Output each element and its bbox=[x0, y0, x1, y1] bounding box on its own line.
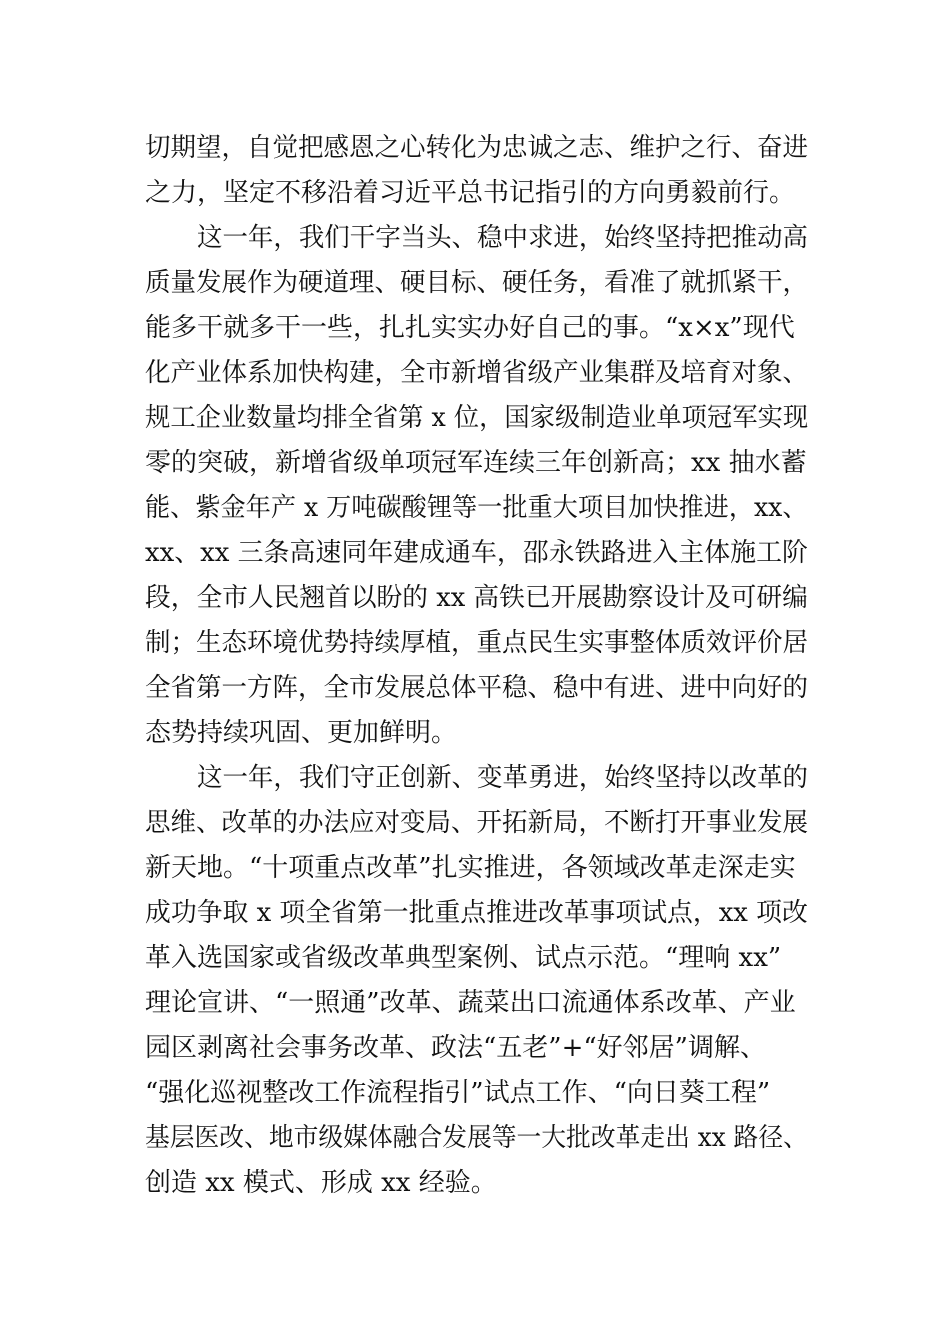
text-line: 基层医改、地市级媒体融合发展等一大批改革走出 xx 路径、 bbox=[145, 1123, 808, 1153]
text-line: 思维、改革的办法应对变局、开拓新局，不断打开事业发展 bbox=[145, 808, 809, 838]
text-line: 革入选国家或省级改革典型案例、试点示范。“理响 xx” bbox=[145, 943, 782, 973]
text-line: 段，全市人民翘首以盼的 xx 高铁已开展勘察设计及可研编 bbox=[145, 583, 808, 613]
text-line: 成功争取 x 项全省第一批重点推进改革事项试点，xx 项改 bbox=[145, 898, 808, 928]
text-line: 切期望，自觉把感恩之心转化为忠诚之志、维护之行、奋进 bbox=[145, 133, 809, 163]
text-line: 这一年，我们干字当头、稳中求进，始终坚持把推动高 bbox=[197, 223, 809, 253]
text-line: 园区剥离社会事务改革、政法“五老”+“好邻居”调解、 bbox=[145, 1033, 766, 1063]
text-line: 质量发展作为硬道理、硬目标、硬任务，看准了就抓紧干， bbox=[145, 268, 809, 298]
text-line: xx、xx 三条高速同年建成通车，邵永铁路进入主体施工阶 bbox=[145, 538, 808, 568]
text-line: 全省第一方阵，全市发展总体平稳、稳中有进、进中向好的 bbox=[145, 673, 809, 703]
text-line: 新天地。“十项重点改革”扎实推进，各领域改革走深走实 bbox=[145, 853, 796, 883]
text-line: 规工企业数量均排全省第 x 位，国家级制造业单项冠军实现 bbox=[145, 403, 809, 433]
text-line: 能、紫金年产 x 万吨碳酸锂等一批重大项目加快推进，xx、 bbox=[145, 493, 808, 523]
text-line: “强化巡视整改工作流程指引”试点工作、“向日葵工程” bbox=[145, 1078, 771, 1108]
text-line: 理论宣讲、“一照通”改革、蔬菜出口流通体系改革、产业 bbox=[145, 988, 796, 1018]
text-line: 制；生态环境优势持续厚植，重点民生实事整体质效评价居 bbox=[145, 628, 809, 658]
text-line: 之力，坚定不移沿着习近平总书记指引的方向勇毅前行。 bbox=[145, 178, 796, 208]
text-line: 零的突破，新增省级单项冠军连续三年创新高；xx 抽水蓄 bbox=[145, 448, 807, 478]
text-line: 能多干就多干一些，扎扎实实办好自己的事。“x×x”现代 bbox=[145, 313, 795, 343]
text-line: 态势持续巩固、更加鲜明。 bbox=[145, 718, 458, 748]
text-line: 创造 xx 模式、形成 xx 经验。 bbox=[145, 1168, 497, 1198]
text-line: 化产业体系加快构建，全市新增省级产业集群及培育对象、 bbox=[145, 358, 809, 388]
text-line: 这一年，我们守正创新、变革勇进，始终坚持以改革的 bbox=[197, 763, 809, 793]
